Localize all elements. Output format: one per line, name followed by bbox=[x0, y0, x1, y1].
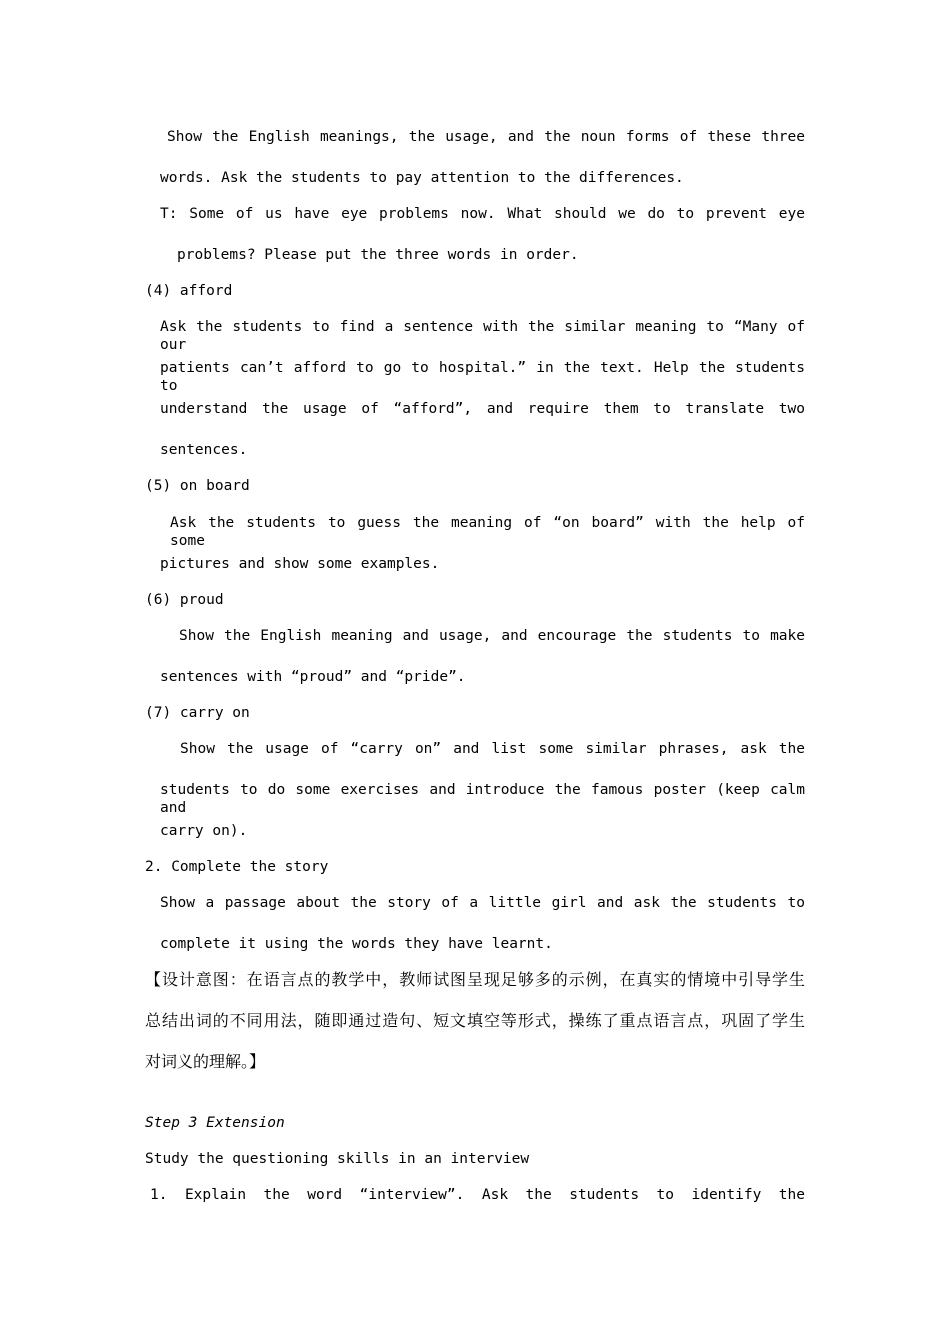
paragraph-line: Study the questioning skills in an interview bbox=[145, 1151, 530, 1167]
item-heading: (6) proud bbox=[145, 592, 224, 608]
item-heading: (4) afford bbox=[145, 283, 233, 299]
paragraph-line: 1. Explain the word “interview”. Ask the students to identify the bbox=[150, 1187, 805, 1203]
paragraph-line: patients can’t afford to go to hospital.” in the text. Help the students to bbox=[160, 360, 805, 394]
paragraph-line: Show the English meanings, the usage, and the noun forms of these three bbox=[167, 129, 805, 145]
paragraph-line: problems? Please put the three words in order. bbox=[177, 247, 579, 263]
item-heading: (5) on board bbox=[145, 478, 250, 494]
paragraph-line: Ask the students to guess the meaning of “on board” with the help of some bbox=[170, 515, 805, 549]
paragraph-line: Show the English meaning and usage, and encourage the students to make bbox=[179, 628, 805, 644]
paragraph-line: complete it using the words they have learnt. bbox=[160, 936, 553, 952]
step-heading: Step 3 Extension bbox=[145, 1115, 285, 1131]
paragraph-line: words. Ask the students to pay attention to the differences. bbox=[160, 170, 684, 186]
paragraph-line: Show the usage of “carry on” and list some similar phrases, ask the bbox=[180, 741, 805, 757]
paragraph-line: students to do some exercises and introduce the famous poster (keep calm and bbox=[160, 782, 805, 816]
paragraph-line: Show a passage about the story of a little girl and ask the students to bbox=[160, 895, 805, 911]
paragraph-line: T: Some of us have eye problems now. What should we do to prevent eye bbox=[160, 206, 805, 222]
paragraph-line: Ask the students to find a sentence with the similar meaning to “Many of our bbox=[160, 319, 805, 353]
design-intent-line: 总结出词的不同用法，随即通过造句、短文填空等形式，操练了重点语言点，巩固了学生 bbox=[145, 1011, 805, 1030]
design-intent-line: 【设计意图：在语言点的教学中，教师试图呈现足够多的示例，在真实的情境中引导学生 bbox=[145, 970, 805, 989]
item-heading: (7) carry on bbox=[145, 705, 250, 721]
paragraph-line: understand the usage of “afford”, and require them to translate two bbox=[160, 401, 805, 417]
item-heading: 2. Complete the story bbox=[145, 859, 329, 875]
paragraph-line: sentences with “proud” and “pride”. bbox=[160, 669, 466, 685]
design-intent-line: 对词义的理解。】 bbox=[145, 1052, 266, 1071]
paragraph-line: carry on). bbox=[160, 823, 248, 839]
paragraph-line: sentences. bbox=[160, 442, 248, 458]
paragraph-line: pictures and show some examples. bbox=[160, 556, 440, 572]
